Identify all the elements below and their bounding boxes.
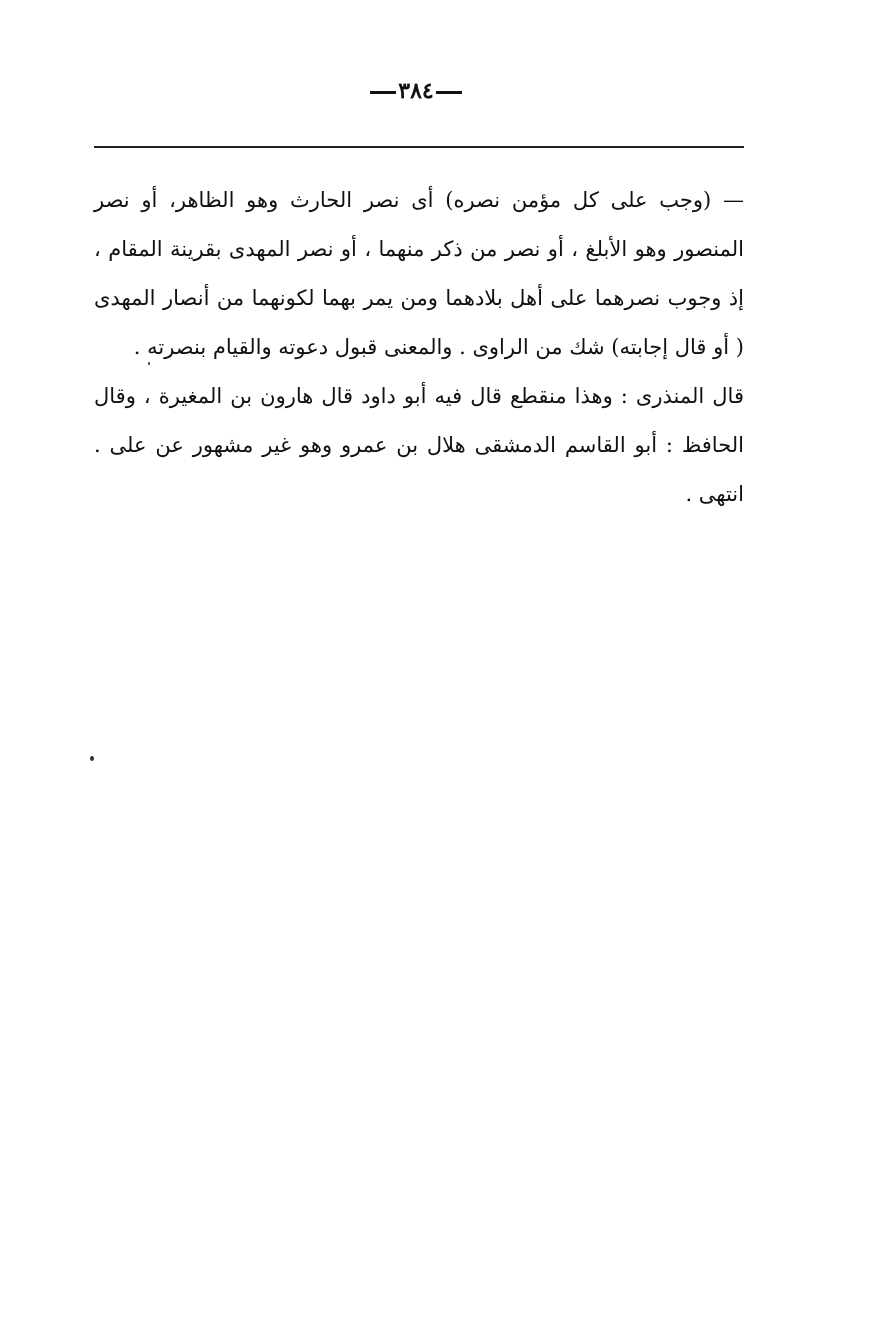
page-number-dash-left <box>370 91 396 94</box>
scan-speck <box>148 362 150 365</box>
paragraph-commentary: — (وجب على كل مؤمن نصره) أى نصر الحارث وهو الظاهر، أو نصر المنصور وهو الأبلغ ، أو نصر من ذكر منهما ، أو نصر المهدى بقرينة المقام ، إذ وجوب نصرهما على أهل بلادهما ومن يمر بهما لكونهما من أنصار المهدى ( أو قال إجابته) شك من الراوى . والمعنى قبول دعوته والقيام بنصرته . <box>94 188 744 359</box>
page-number-text: ٣٨٤ <box>398 78 434 104</box>
body-text <box>94 176 744 519</box>
page-number <box>0 78 832 104</box>
page-number-dash-right <box>436 91 462 94</box>
header-rule <box>94 146 744 148</box>
scan-speck <box>90 756 94 761</box>
paragraph-mundhiri-note: قال المنذرى : وهذا منقطع قال فيه أبو داود قال هارون بن المغيرة ، وقال الحافظ : أبو القاسم الدمشقى هلال بن عمرو وهو غير مشهور عن على . انتهى . <box>94 384 744 506</box>
